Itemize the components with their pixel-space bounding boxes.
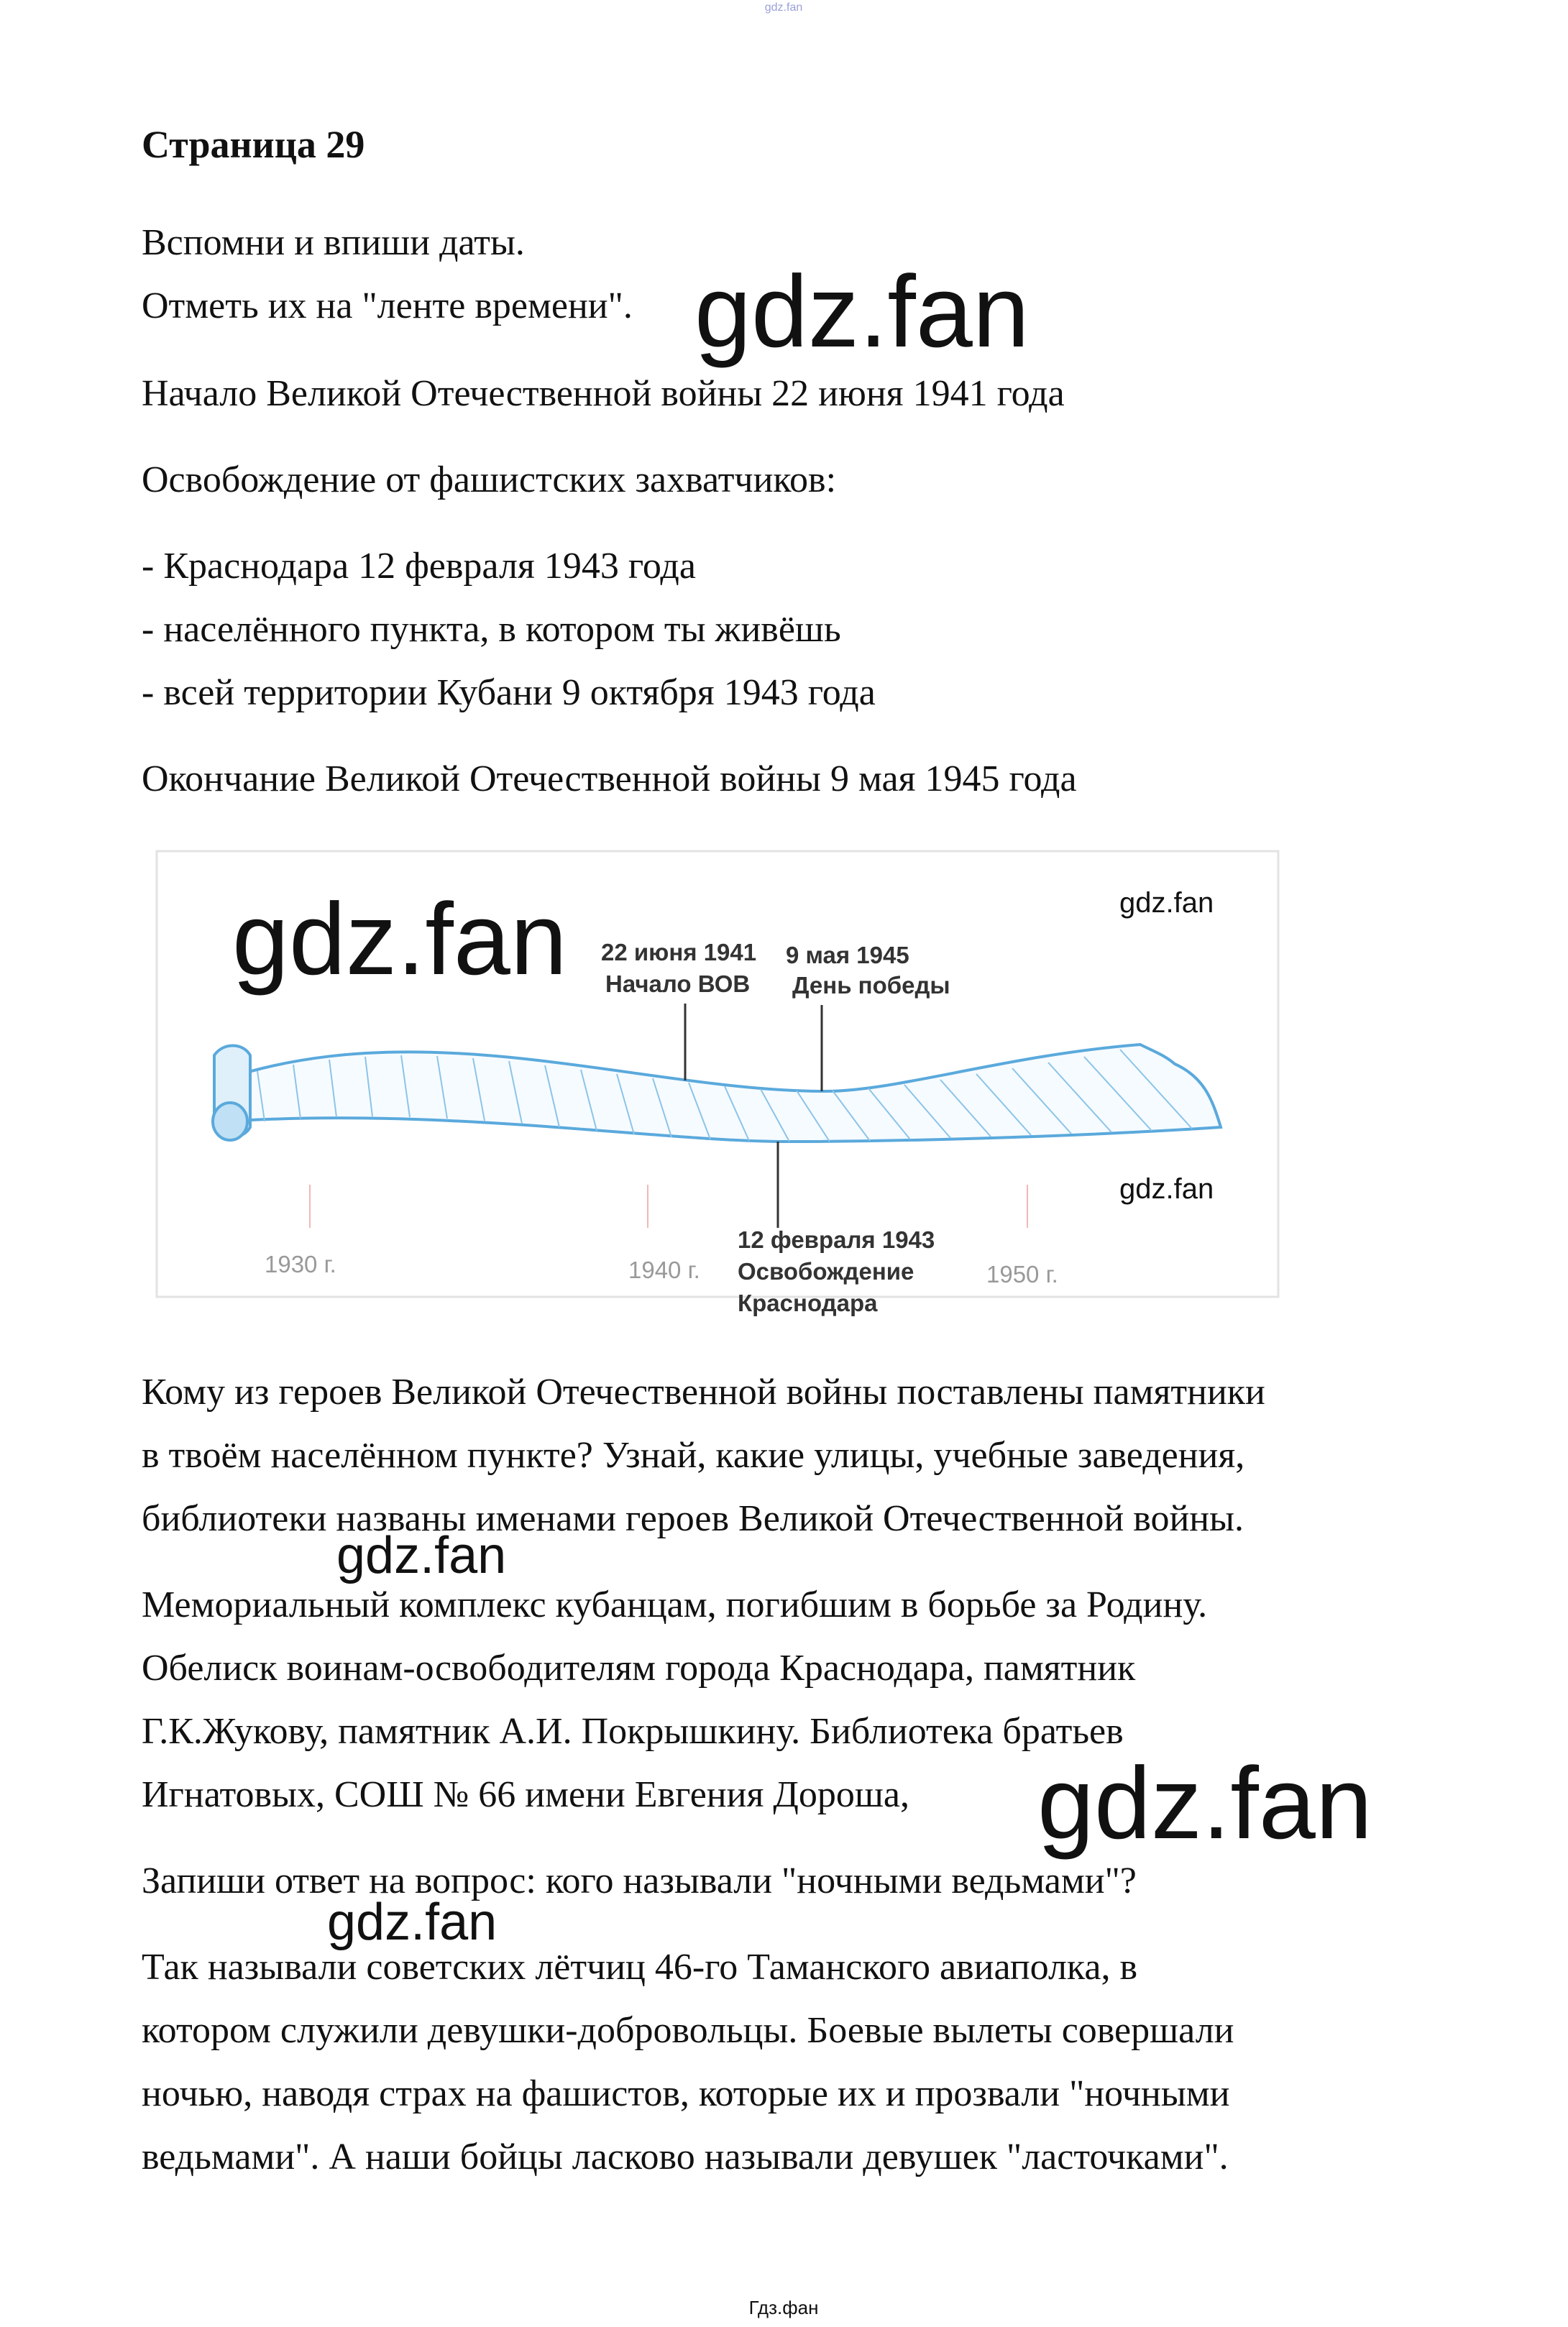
event-label: Краснодара [738, 1290, 878, 1316]
watermark: gdz.fan [327, 1894, 498, 1951]
event-label: Начало ВОВ [605, 970, 751, 997]
question1-line: Кому из героев Великой Отечественной войны поставлены памятники [142, 1372, 1265, 1413]
question1-line: в твоём населённом пункте? Узнай, какие улицы, учебные заведения, [142, 1435, 1245, 1476]
event-date: 12 февраля 1943 [738, 1226, 935, 1253]
intro-line-1: Вспомни и впиши даты. [142, 222, 525, 263]
war-start-text: Начало Великой Отечественной войны 22 июня 1941 года [142, 373, 1065, 414]
event-label: День победы [792, 972, 950, 999]
answer1-line: Мемориальный комплекс кубанцам, погибшим в борьбе за Родину. [142, 1584, 1208, 1625]
page-title: Страница 29 [142, 123, 365, 166]
watermark: gdz.fan [1119, 1173, 1214, 1205]
liberation-item: - всей территории Кубани 9 октября 1943 года [142, 672, 876, 713]
answer2-line: котором служили девушки-добровольцы. Боевые вылеты совершали [142, 2010, 1234, 2051]
footer-text: Гдз.фан [748, 2297, 819, 2318]
answer2-line: ночью, наводя страх на фашистов, которые их и прозвали "ночными [142, 2073, 1230, 2114]
liberation-item: - населённого пункта, в котором ты живёшь [142, 609, 841, 650]
answer1-line: Игнатовых, СОШ № 66 имени Евгения Дороша, [142, 1774, 909, 1815]
intro-line-2: Отметь их на "ленте времени". [142, 285, 633, 326]
answer2-line: ведьмами". А наши бойцы ласково называли девушек "ласточками". [142, 2136, 1229, 2177]
liberation-heading: Освобождение от фашистских захватчиков: [142, 459, 837, 500]
watermark: gdz.fan [694, 254, 1030, 369]
year-label: 1950 г. [986, 1261, 1058, 1288]
liberation-item: - Краснодара 12 февраля 1943 года [142, 546, 696, 587]
header-url[interactable]: gdz.fan [764, 1, 803, 14]
watermark: gdz.fan [232, 882, 567, 996]
watermark: gdz.fan [336, 1527, 507, 1584]
event-date: 22 июня 1941 [601, 939, 757, 965]
answer2-line: Так называли советских лётчиц 46-го Таманского авиаполка, в [142, 1947, 1138, 1988]
year-label: 1940 г. [628, 1257, 700, 1283]
watermark: gdz.fan [1119, 887, 1214, 919]
question1-line: библиотеки названы именами героев Великой Отечественной войны. [142, 1498, 1244, 1539]
year-label: 1930 г. [265, 1251, 336, 1277]
war-end-text: Окончание Великой Отечественной войны 9 мая 1945 года [142, 758, 1077, 799]
timeline-roll [213, 1046, 250, 1141]
answer1-line: Г.К.Жукову, памятник А.И. Покрышкину. Библиотека братьев [142, 1711, 1124, 1752]
event-date: 9 мая 1945 [786, 942, 909, 968]
answer1-line: Обелиск воинам-освободителям города Краснодара, памятник [142, 1648, 1136, 1689]
watermark: gdz.fan [1037, 1746, 1372, 1860]
question2-text: Запиши ответ на вопрос: кого называли "ночными ведьмами"? [142, 1860, 1137, 1901]
event-label: Освобождение [738, 1258, 914, 1285]
